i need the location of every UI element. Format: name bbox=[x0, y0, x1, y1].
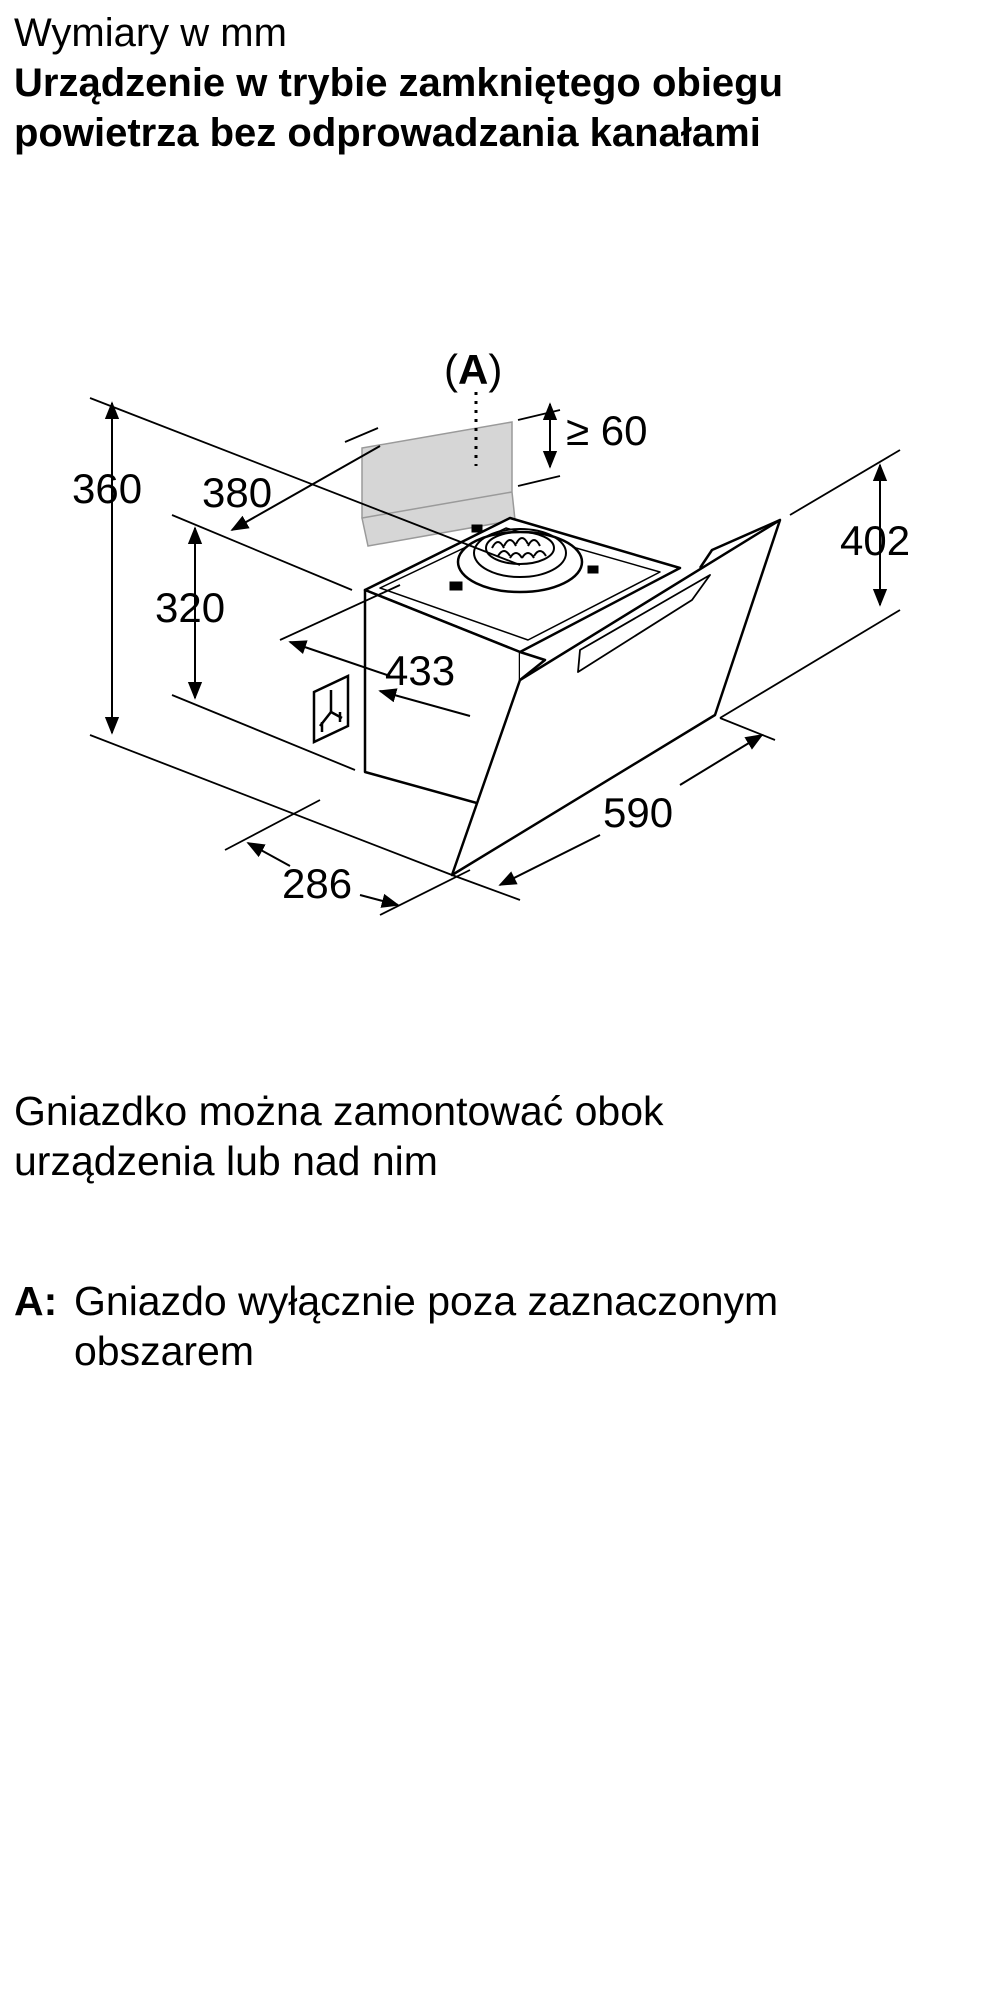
title-line-1: Urządzenie w trybie zamkniętego obiegu bbox=[14, 61, 784, 105]
dim-front-height: 402 bbox=[840, 517, 911, 564]
dim-total-height: 360 bbox=[72, 465, 143, 512]
dim-clearance: ≥ 60 bbox=[566, 407, 648, 454]
legend-line-1: Gniazdo wyłącznie poza zaznaczonym bbox=[74, 1278, 779, 1324]
legend-line-2: obszarem bbox=[74, 1328, 255, 1374]
dim-depth-top: 380 bbox=[202, 469, 273, 516]
title-line-2: powietrza bez odprowadzania kanałami bbox=[14, 111, 761, 155]
dim-body-height: 320 bbox=[155, 584, 226, 631]
dim-width: 590 bbox=[603, 789, 674, 836]
units-label: Wymiary w mm bbox=[14, 11, 287, 55]
legend-key: A: bbox=[14, 1278, 58, 1324]
note-line-2: urządzenia lub nad nim bbox=[14, 1138, 438, 1184]
socket-icon bbox=[314, 676, 348, 742]
dimension-diagram bbox=[0, 340, 1000, 960]
note-line-1: Gniazdko można zamontować obok bbox=[14, 1088, 664, 1134]
marker-label: (A) bbox=[444, 346, 503, 393]
dim-inner-depth: 433 bbox=[385, 647, 456, 694]
legend bbox=[14, 1276, 974, 1376]
dim-bottom-depth: 286 bbox=[282, 860, 353, 907]
page-title bbox=[14, 58, 984, 158]
mounting-note bbox=[14, 1086, 664, 1186]
